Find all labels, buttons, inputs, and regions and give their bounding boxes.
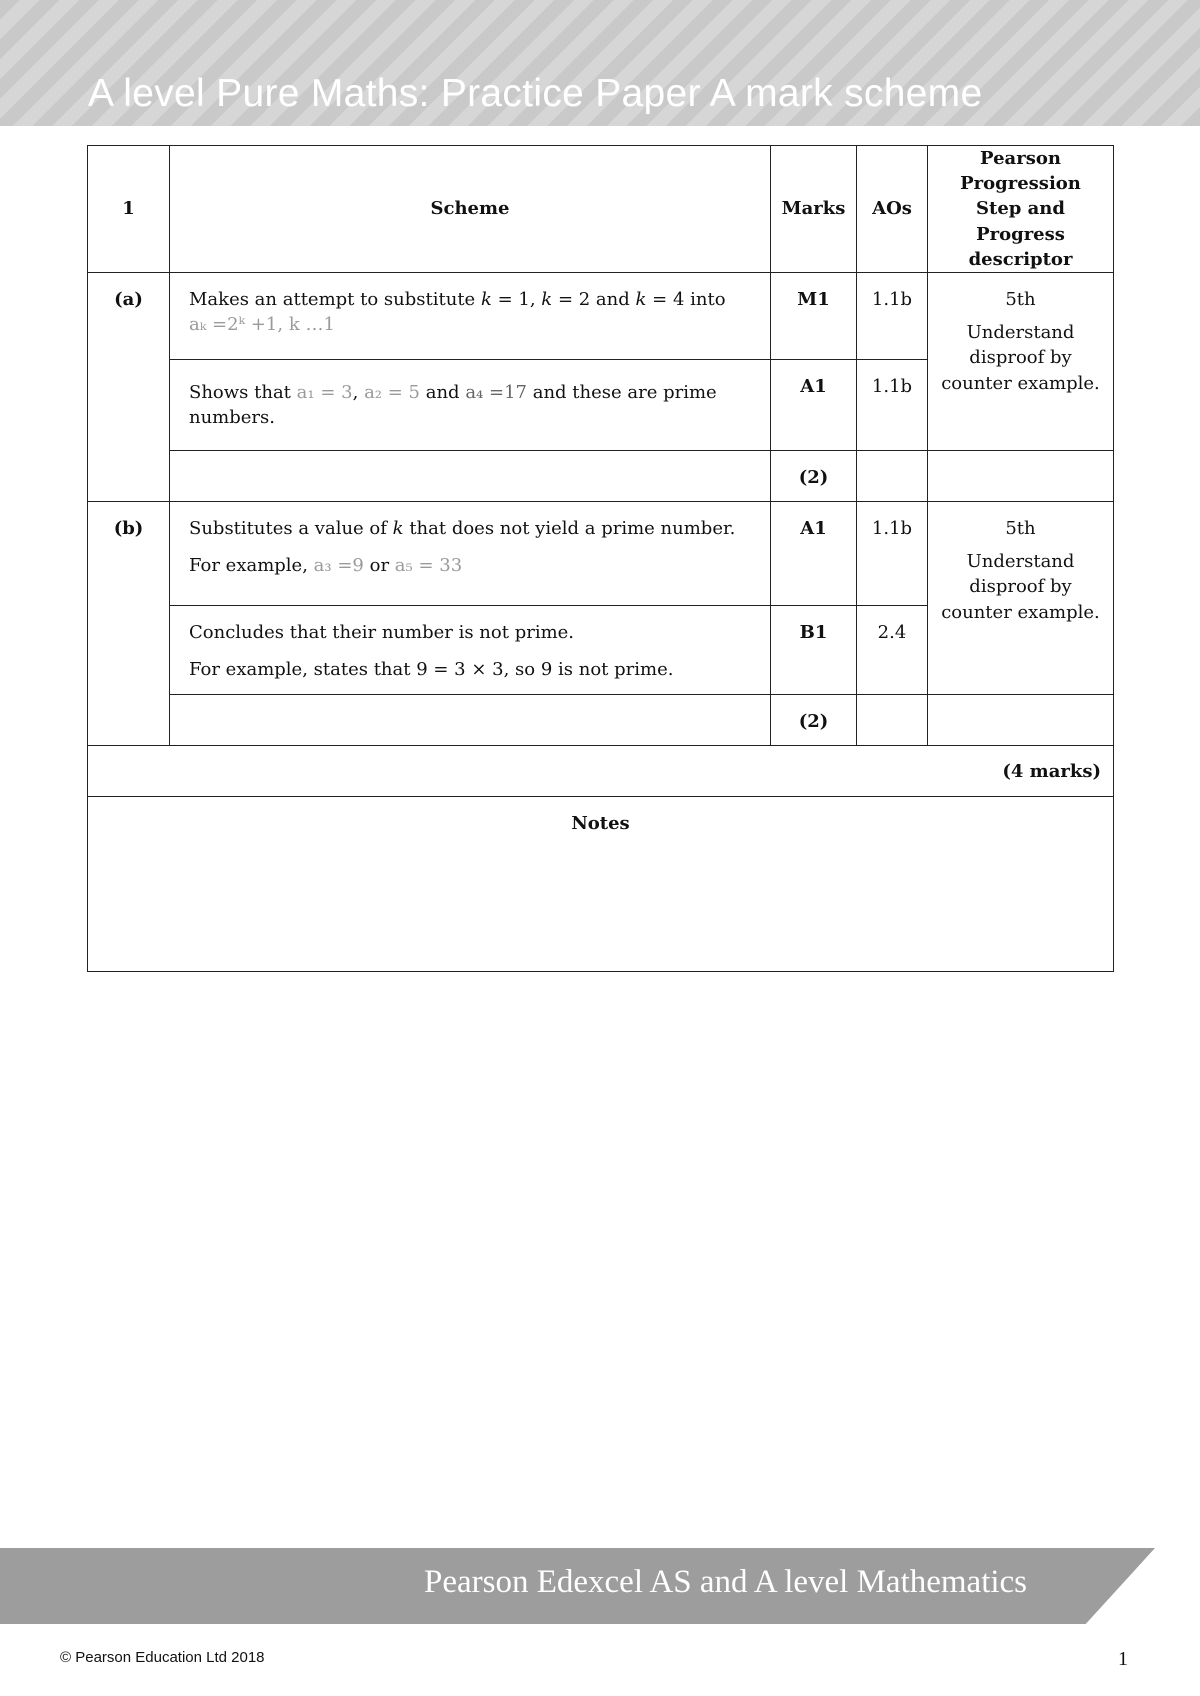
progression-descriptor: Understand disproof by counter example. [941, 322, 1100, 394]
table-row [88, 695, 1114, 746]
notes-row [88, 797, 1114, 972]
footer-title: Pearson Edexcel AS and A level Mathematics [424, 1564, 1028, 1600]
table-row [88, 450, 1114, 501]
part-a-row2-scheme: Shows that a₁ = 3, a₂ = 5 and a₄ =17 and these are prime numbers. [170, 359, 771, 450]
mark: A1 [771, 501, 857, 605]
table-header-row [88, 146, 1114, 273]
total-marks: (4 marks) [88, 746, 1114, 797]
part-a-row1-scheme: Makes an attempt to substitute k = 1, k = 2 and k = 4 into aₖ =2ᵏ +1, k …1 [170, 272, 771, 359]
part-b-label: (b) [88, 501, 170, 745]
subtotal: (2) [771, 450, 857, 501]
part-b-row2-scheme: Concludes that their number is not prime. For example, states that 9 = 3 × 3, so 9 is not prime. [170, 605, 771, 694]
ao: 1.1b [857, 501, 928, 605]
scheme-header: Scheme [170, 146, 771, 273]
page-title: A level Pure Maths: Practice Paper A mark scheme [88, 72, 983, 115]
mark-scheme-table [87, 145, 1114, 972]
table-row [88, 272, 1114, 359]
question-number: 1 [88, 146, 170, 273]
part-a-label: (a) [88, 272, 170, 501]
total-row [88, 746, 1114, 797]
progression-descriptor: Understand disproof by counter example. [941, 551, 1100, 623]
progression-step: 5th [1005, 517, 1036, 539]
subtotal: (2) [771, 695, 857, 746]
mark: A1 [771, 359, 857, 450]
ao: 1.1b [857, 272, 928, 359]
progression-step: 5th [1005, 288, 1036, 310]
marks-header: Marks [771, 146, 857, 273]
notes-heading: Notes [88, 797, 1114, 972]
progression-header: Pearson Progression Step and Progress descriptor [928, 146, 1114, 273]
part-a-progression [928, 272, 1114, 450]
table-row [88, 501, 1114, 605]
formula: aₖ =2ᵏ +1, k …1 [189, 314, 335, 336]
part-b-row1-scheme: Substitutes a value of k that does not yield a prime number. For example, a₃ =9 or a₅ = 33 [170, 501, 771, 605]
part-b-progression [928, 501, 1114, 694]
ao: 1.1b [857, 359, 928, 450]
page-number: 1 [1118, 1648, 1128, 1670]
aos-header: AOs [857, 146, 928, 273]
ao: 2.4 [857, 605, 928, 694]
mark: B1 [771, 605, 857, 694]
copyright: © Pearson Education Ltd 2018 [60, 1649, 265, 1666]
mark: M1 [771, 272, 857, 359]
